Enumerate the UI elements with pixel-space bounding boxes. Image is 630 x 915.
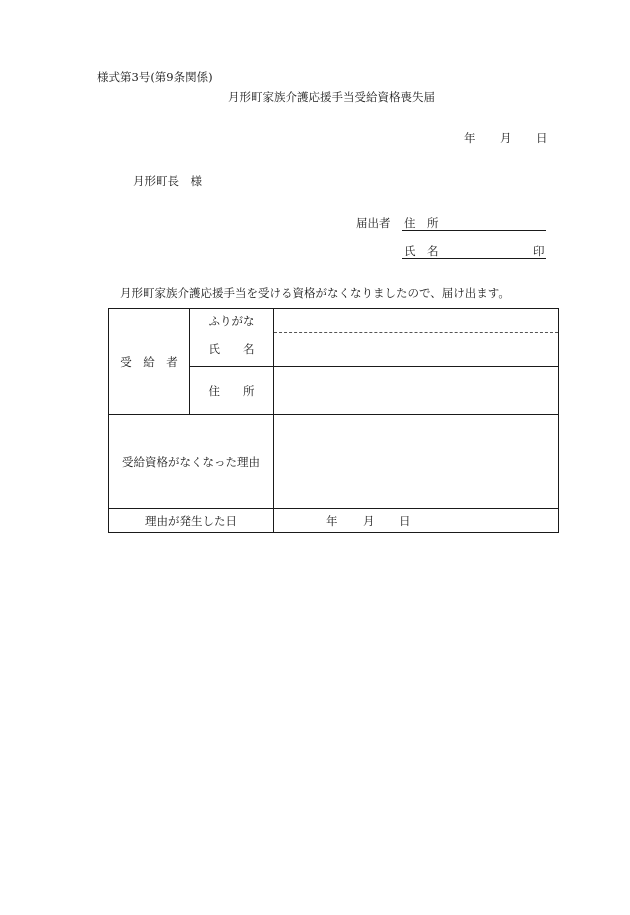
applicant-label: 届出者: [356, 216, 391, 230]
addressee: 月形町長 様: [133, 174, 202, 188]
reason-field[interactable]: [274, 415, 559, 509]
date-month-label: 月: [500, 131, 512, 145]
address-field[interactable]: [274, 367, 559, 415]
name-label-cell: [190, 333, 274, 367]
occurrence-date-label: 理由が発生した日: [145, 513, 237, 528]
occurrence-month-label: 月: [363, 513, 375, 528]
name-field[interactable]: [274, 333, 559, 367]
recipient-label: 受 給 者: [120, 354, 178, 369]
statement-text: 月形町家族介護応援手当を受ける資格がなくなりましたので、届け出ます。: [120, 286, 510, 300]
furigana-field[interactable]: [274, 309, 559, 333]
furigana-label: ふりがな: [208, 313, 255, 328]
date-label-cell: [109, 509, 274, 533]
name-underline: [402, 258, 546, 259]
form-number: 様式第3号(第9条関係): [97, 70, 213, 84]
recipient-label-cell: [109, 309, 190, 415]
applicant-address-label: 住 所: [404, 216, 439, 230]
reason-label-cell: [109, 415, 274, 509]
applicant-name-label: 氏 名: [404, 244, 439, 258]
furigana-label-cell: [190, 309, 274, 333]
occurrence-date-field[interactable]: [274, 509, 559, 533]
date-year-label: 年: [464, 131, 476, 145]
name-label: 氏 名: [208, 342, 255, 357]
recipient-form-table: [108, 308, 559, 533]
seal-mark: 印: [533, 244, 545, 258]
address-label-cell: [190, 367, 274, 415]
occurrence-day-label: 日: [399, 513, 411, 528]
date-day-label: 日: [536, 131, 548, 145]
address-label: 住 所: [208, 383, 255, 398]
address-underline: [402, 230, 546, 231]
reason-label: 受給資格がなくなった理由: [122, 454, 260, 469]
occurrence-year-label: 年: [326, 513, 338, 528]
document-title: 月形町家族介護応援手当受給資格喪失届: [228, 90, 435, 104]
